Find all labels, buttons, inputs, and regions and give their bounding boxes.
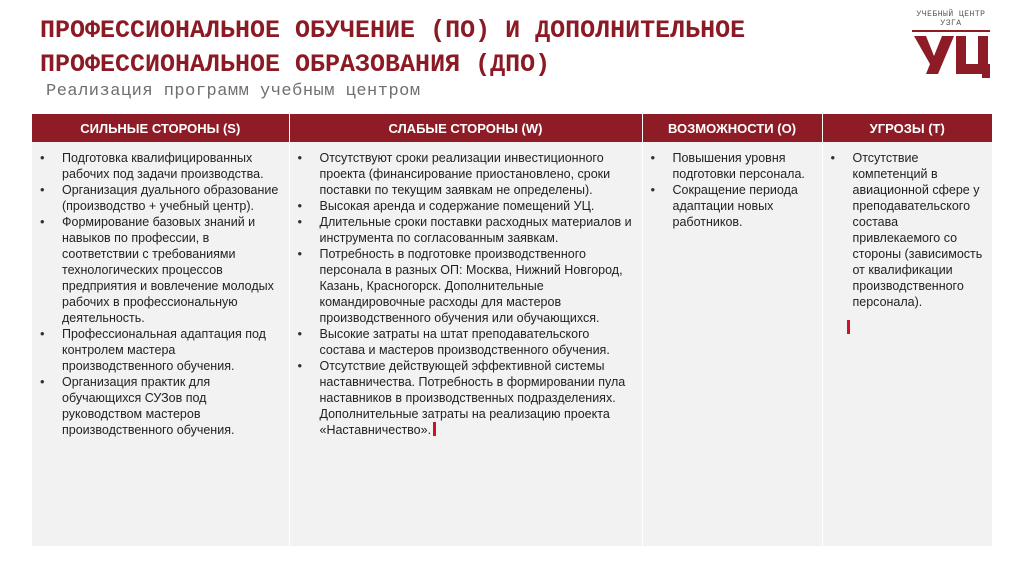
list-item: • Подготовка квалифицированных рабочих под задачи производства. (38, 150, 283, 182)
list-item: • Организация дуального образование (производство + учебный центр). (38, 182, 283, 214)
list-item: • Длительные сроки поставки расходных материалов и инструмента по согласованным заявкам. (296, 214, 636, 246)
list-item: • Формирование базовых знаний и навыков по профессии, в соответствии с требованиями технологических процессов предприятия и вовлечение молодых рабочих в профессиональную деятельность. (38, 214, 283, 326)
list-item: • Сокращение периода адаптации новых работников. (649, 182, 816, 230)
strengths-list (38, 150, 283, 438)
logo-caption-line2: УЗГА (940, 19, 962, 28)
list-item: • Высокие затраты на штат преподавательского состава и мастеров производственного обучения. (296, 326, 636, 358)
swot-header-row (32, 114, 992, 142)
logo-mark-icon (912, 30, 990, 80)
list-item: • Отсутствие компетенций в авиационной сфере у преподавательского состава привлекаемого со стороны (зависимость от квалификации производственного персонала). (829, 150, 987, 310)
header-weaknesses: СЛАБЫЕ СТОРОНЫ (W) (289, 114, 642, 142)
opportunities-list (649, 150, 816, 230)
list-item: • Организация практик для обучающихся СУЗов под руководством мастеров производственного обучения. (38, 374, 283, 438)
swot-table (32, 114, 992, 546)
threats-list (829, 150, 987, 310)
weaknesses-cell (289, 142, 642, 546)
header-opportunities: ВОЗМОЖНОСТИ (O) (642, 114, 822, 142)
threats-cell (822, 142, 992, 546)
training-center-logo (910, 10, 992, 80)
weaknesses-list (296, 150, 636, 438)
list-item (296, 358, 636, 438)
page-title: ПРОФЕССИОНАЛЬНОЕ ОБУЧЕНИЕ (ПО) И ДОПОЛНИТЕЛЬНОЕ ПРОФЕССИОНАЛЬНОЕ ОБРАЗОВАНИЯ (ДПО) (40, 16, 746, 79)
list-item: • Потребность в подготовке производственного персонала в разных ОП: Москва, Нижний Новгород, Казань, Красногорск. Дополнительные командировочные расходы для мастеров производственного обучения или обучающихся. (296, 246, 636, 326)
header-threats: УГРОЗЫ (T) (822, 114, 992, 142)
list-item: • Профессиональная адаптация под контролем мастера производственного обучения. (38, 326, 283, 374)
text-cursor-marker (433, 422, 436, 436)
list-item-text: Отсутствие действующей эффективной системы наставничества. Потребность в формировании пула наставников в производственных подразделениях. Дополнительные затраты на реализацию проекта «Наставничество». (319, 359, 626, 437)
opportunities-cell (642, 142, 822, 546)
header-strengths: СИЛЬНЫЕ СТОРОНЫ (S) (32, 114, 289, 142)
logo-caption-line1: УЧЕБНЫЙ ЦЕНТР (916, 10, 986, 19)
list-item: • Высокая аренда и содержание помещений УЦ. (296, 198, 636, 214)
swot-body-row (32, 142, 992, 546)
list-item: • Отсутствуют сроки реализации инвестиционного проекта (финансирование приостановлено, сроки поставки по текущим заявкам не определены). (296, 150, 636, 198)
strengths-cell (32, 142, 289, 546)
page-subtitle: Реализация программ учебным центром (46, 82, 421, 101)
list-item: • Повышения уровня подготовки персонала. (649, 150, 816, 182)
text-cursor-marker (847, 320, 850, 334)
